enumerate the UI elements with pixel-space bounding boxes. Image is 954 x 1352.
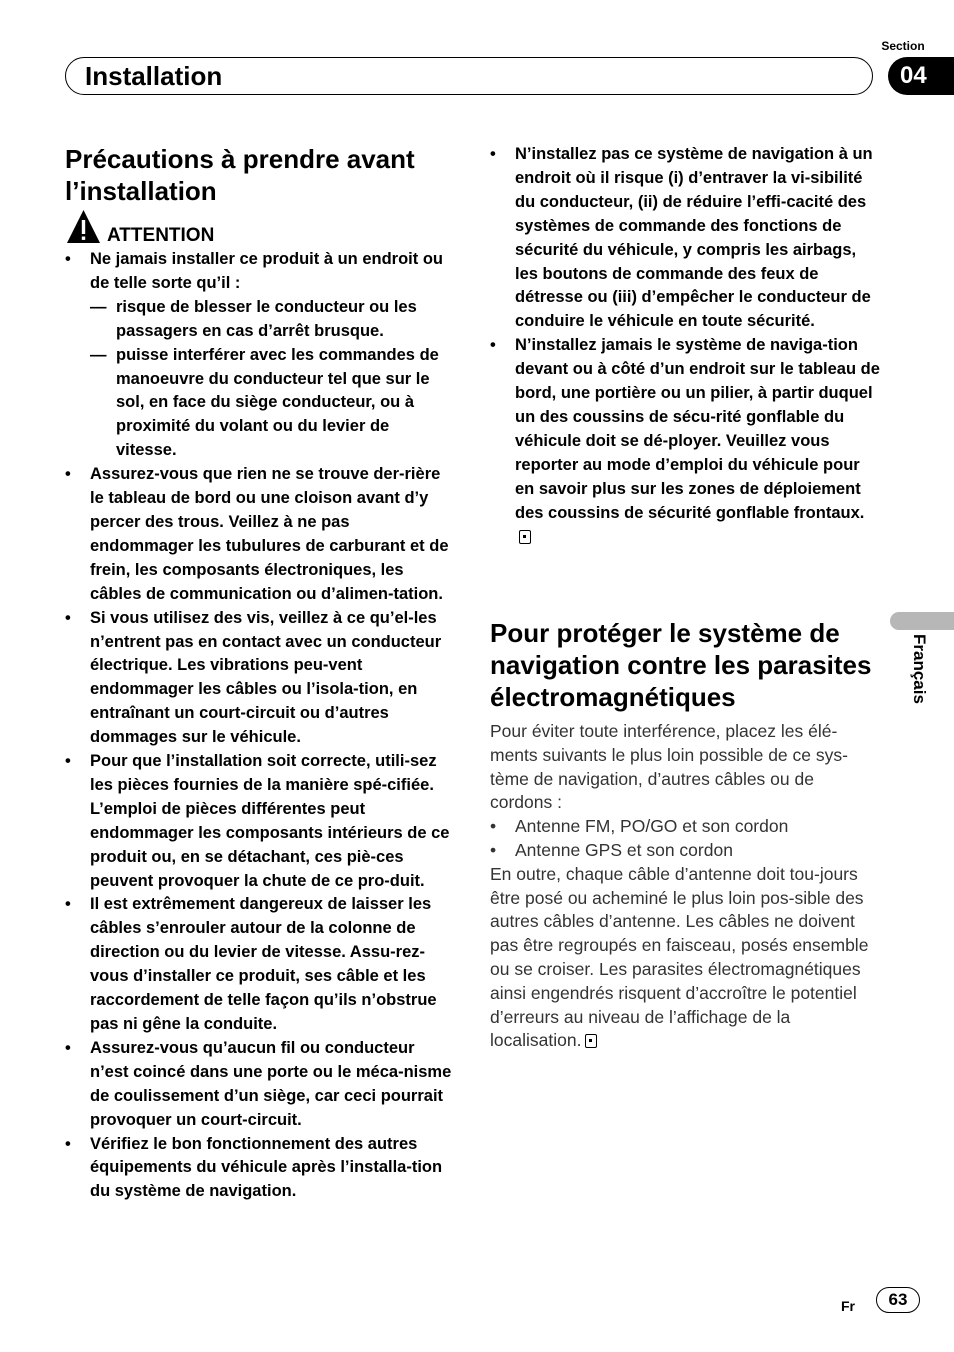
end-of-section-icon (519, 530, 531, 544)
installation-warnings-list (490, 143, 880, 549)
list-item: • Assurez-vous qu’aucun fil ou conducteur n’est coincé dans une porte ou le méca-nisme de coulissement d’un siège, car ceci pourrait provoquer un court-circuit. (65, 1037, 453, 1133)
end-of-section-icon (585, 1034, 597, 1048)
list-item (490, 334, 880, 549)
interference-heading: Pour protéger le système de navigation contre les parasites électromagnétiques (490, 618, 872, 712)
list-item: • N’installez pas ce système de navigation à un endroit où il risque (i) d’entraver la vi-sibilité du conducteur, (ii) de réduire l’effi-cacité des systèmes de commande des fonctions de sécurité du véhicule, y compris les airbags, les boutons de commande des feux de détresse ou (iii) d’empêcher le conducteur de conduire le véhicule en toute sécurité. (490, 143, 880, 334)
page-number: 63 (876, 1287, 920, 1313)
warning-icon (65, 208, 102, 245)
language-tab (890, 612, 954, 630)
interference-intro: Pour éviter toute interférence, placez les élé-ments suivants le plus loin possible de ce sys-tème de navigation, d’autres câbles ou de cordons : (490, 721, 848, 813)
interference-paragraph (490, 863, 875, 1053)
list-item-text: Ne jamais installer ce produit à un endroit ou de telle sorte qu’il : (90, 250, 443, 292)
list-item: • Assurez-vous que rien ne se trouve der-rière le tableau de bord ou une cloison avant d’y percer des trous. Veillez à ne pas endommager les tubulures de carburant et de frein, les composants électroniques, les câbles de communication ou d’alimen-tation. (65, 463, 453, 606)
precautions-list (65, 248, 453, 1204)
precautions-heading: Précautions à prendre avant l’installation (65, 144, 415, 206)
list-item: • Antenne GPS et son cordon (490, 839, 875, 863)
section-label: Section (881, 39, 925, 53)
list-item: • Antenne FM, PO/GO et son cordon (490, 815, 875, 839)
list-item: • Pour que l’installation soit correcte, utili-sez les pièces fournies de la manière spé-cifiée. L’emploi de pièces différentes peut endommager les composants intérieurs de ce produit ou, en se détachant, ces piè-ces peuvent provoquer la chute de ce pro-duit. (65, 750, 453, 893)
warning-label: ATTENTION (107, 225, 215, 246)
sub-list-item: — risque de blesser le conducteur ou les passagers en cas d’arrêt brusque. (90, 296, 453, 344)
interference-section (490, 720, 875, 1053)
language-tab-label: Français (910, 634, 929, 704)
footer-language-code: Fr (841, 1298, 855, 1314)
page-title: Installation (85, 61, 223, 91)
list-item: • Il est extrêmement dangereux de laisser les câbles s’enrouler autour de la colonne de direction ou du levier de vitesse. Assu-rez-vous d’installer ce produit, ses câble et les raccordement de telle façon qu’ils n’obstrue pas ni gêne la conduite. (65, 893, 453, 1036)
list-item-text: N’installez jamais le système de naviga-tion devant ou à côté d’un endroit sur le tableau de bord, une portière ou un pilier, à partir duquel un des coussins de sécu-rité gonflable du véhicule doit se dé-ployer. Veuillez vous reporter au mode d’emploi du véhicule pour en savoir plus sur les zones de déploiement des coussins de sécurité gonflable frontaux. (515, 336, 880, 522)
list-item: • Vérifiez le bon fonctionnement des autres équipements du véhicule après l’installa-tion du système de navigation. (65, 1133, 453, 1205)
list-item: • Si vous utilisez des vis, veillez à ce qu’el-les n’entrent pas en contact avec un conducteur électrique. Les vibrations peu-vent endommager les câbles ou l’isola-tion, en entraînant un court-circuit ou d’autres dommages sur le véhicule. (65, 607, 453, 750)
section-number-badge: 04 (888, 57, 954, 95)
sub-list-item: — puisse interférer avec les commandes de manoeuvre du conducteur tel que sur le sol, en face du siège conducteur, ou à proximité du volant ou du levier de vitesse. (90, 344, 453, 464)
interference-paragraph-text: En outre, chaque câble d’antenne doit tou-jours être posé ou acheminé le plus loin pos-sible des autres câbles d’antenne. Les câbles ne doivent pas être regroupés en faisceau, posés ensemble ou se croiser. Les parasites électromagnétiques ainsi engendrés risquent d’accroître le potentiel d’erreurs au niveau de l’affichage de la localisation. (490, 863, 869, 1051)
list-item (65, 248, 453, 463)
